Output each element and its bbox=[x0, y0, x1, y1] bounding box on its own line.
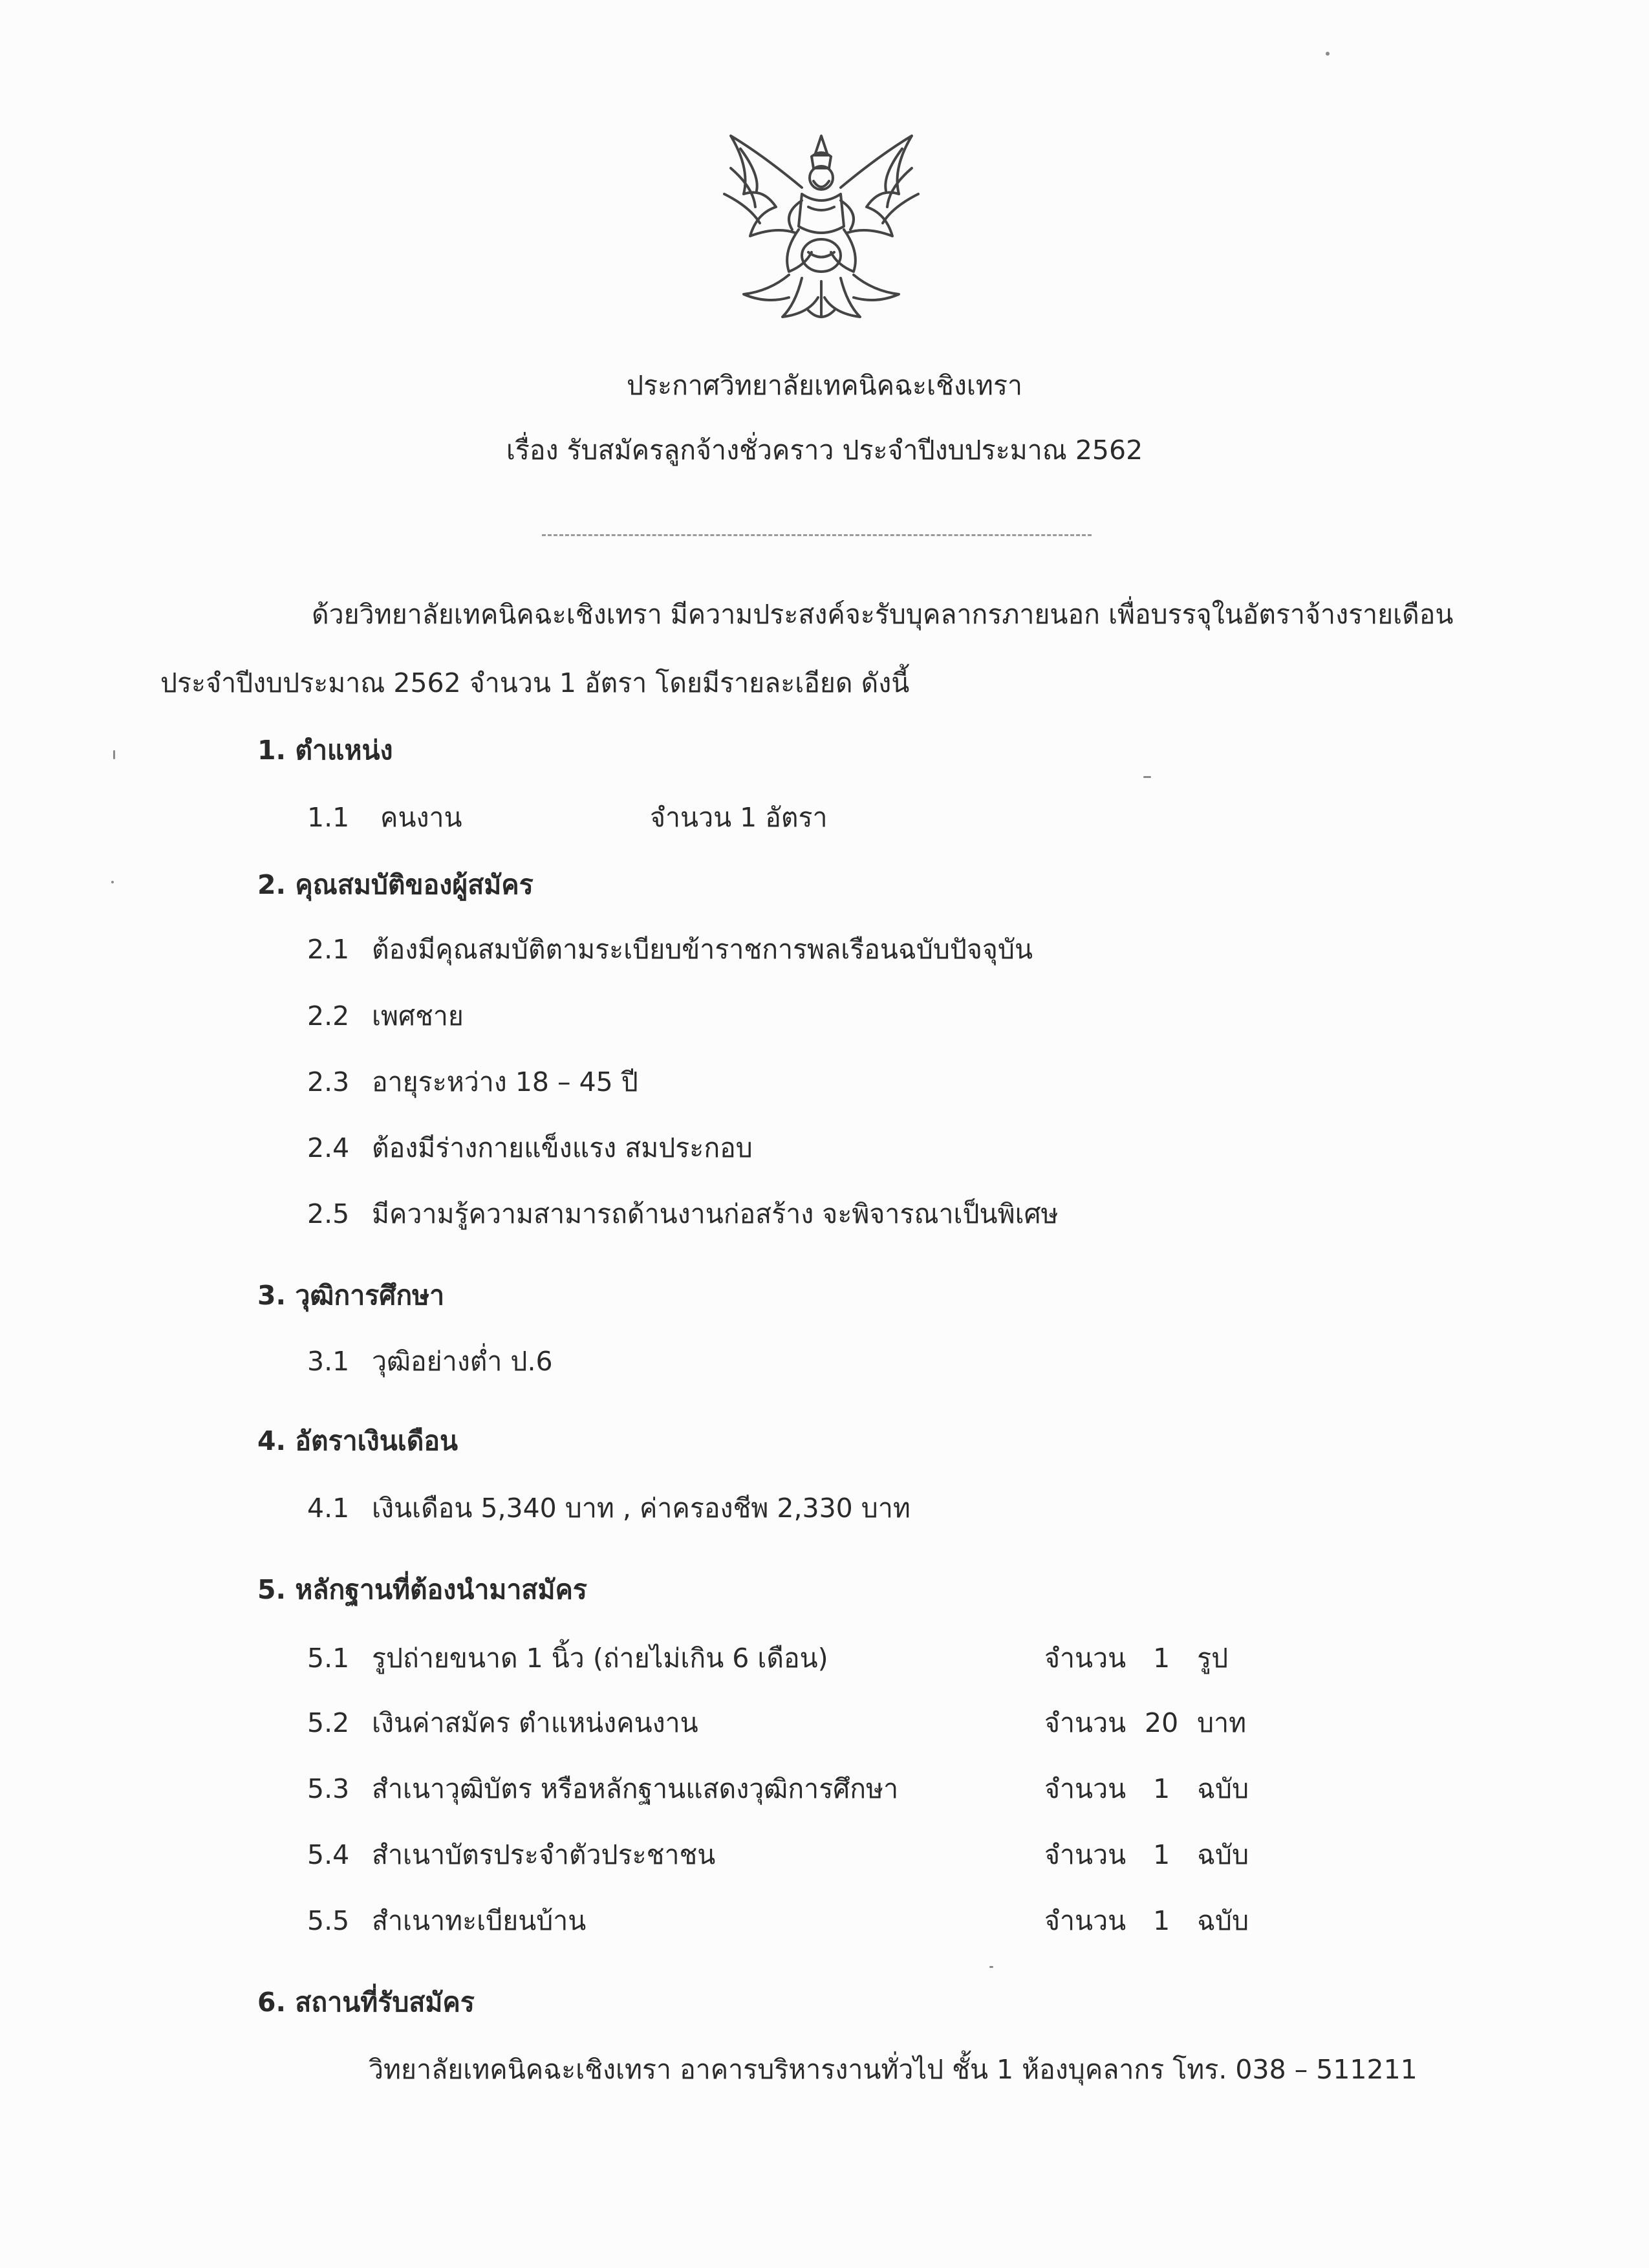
header-divider bbox=[542, 534, 1092, 536]
table-row bbox=[307, 1705, 1247, 1741]
announcement-title: ประกาศวิทยาลัยเทคนิคฉะเชิงเทรา bbox=[627, 370, 1022, 401]
quantity-value: 1 bbox=[1153, 1905, 1170, 1936]
list-item bbox=[307, 931, 1033, 967]
quantity-value: 20 bbox=[1145, 1707, 1179, 1738]
item-text: อายุระหว่าง 18 – 45 ปี bbox=[372, 1066, 638, 1097]
item-number: 5.5 bbox=[307, 1905, 350, 1936]
list-item bbox=[307, 1130, 753, 1166]
quantity-unit: บาท bbox=[1197, 1707, 1247, 1738]
item-text: มีความรู้ความสามารถด้านงานก่อสร้าง จะพิจารณาเป็นพิเศษ bbox=[372, 1198, 1059, 1229]
item-text: สำเนาบัตรประจำตัวประชาชน bbox=[372, 1839, 716, 1870]
quantity-label: จำนวน bbox=[1044, 1773, 1126, 1804]
item-number: 4.1 bbox=[307, 1493, 350, 1524]
item-text: ต้องมีร่างกายแข็งแรง สมประกอบ bbox=[372, 1132, 753, 1163]
item-number: 2.4 bbox=[307, 1132, 350, 1163]
item-number: 3.1 bbox=[307, 1346, 350, 1377]
section-1-heading: 1. ตำแหน่ง bbox=[257, 735, 393, 766]
scan-speck bbox=[1143, 776, 1151, 778]
list-item bbox=[307, 1490, 911, 1526]
garuda-emblem-icon bbox=[705, 116, 938, 336]
quantity-unit: รูป bbox=[1197, 1643, 1229, 1674]
section-3-heading: 3. วุฒิการศึกษา bbox=[257, 1280, 445, 1311]
item-number: 2.1 bbox=[307, 934, 350, 965]
item-text: เงินเดือน 5,340 บาท , ค่าครองชีพ 2,330 บาท bbox=[372, 1493, 911, 1524]
item-number: 5.3 bbox=[307, 1773, 350, 1804]
item-number: 1.1 bbox=[307, 802, 350, 833]
intro-line-1: ด้วยวิทยาลัยเทคนิคฉะเชิงเทรา มีความประสงค์จะรับบุคลากรภายนอก เพื่อบรรจุในอัตราจ้างรายเดือน bbox=[312, 599, 1454, 630]
intro-line-2: ประจำปีงบประมาณ 2562 จำนวน 1 อัตรา โดยมีรายละเอียด ดังนี้ bbox=[160, 667, 910, 698]
application-location: วิทยาลัยเทคนิคฉะเชิงเทรา อาคารบริหารงานทั่วไป ชั้น 1 ห้องบุคลากร โทร. 038 – 511211 bbox=[369, 2054, 1417, 2085]
list-item bbox=[307, 1064, 638, 1100]
quantity-label: จำนวน bbox=[1044, 1707, 1126, 1738]
item-text: วุฒิอย่างต่ำ ป.6 bbox=[372, 1346, 553, 1377]
table-row bbox=[307, 1837, 1249, 1873]
scan-speck bbox=[111, 881, 114, 883]
item-text: สำเนาวุฒิบัตร หรือหลักฐานแสดงวุฒิการศึกษา bbox=[372, 1773, 899, 1804]
table-row bbox=[307, 1640, 1229, 1676]
item-number: 5.1 bbox=[307, 1643, 350, 1674]
quantity-label: จำนวน bbox=[1044, 1905, 1126, 1936]
table-row bbox=[307, 1903, 1249, 1939]
section-1-item bbox=[307, 799, 828, 836]
scan-speck bbox=[113, 750, 115, 759]
scan-speck bbox=[1326, 52, 1330, 56]
section-5-heading: 5. หลักฐานที่ต้องนำมาสมัคร bbox=[257, 1574, 587, 1605]
list-item bbox=[307, 998, 464, 1034]
item-text: ต้องมีคุณสมบัติตามระเบียบข้าราชการพลเรือนฉบับปัจจุบัน bbox=[372, 934, 1033, 965]
quantity-unit: ฉบับ bbox=[1197, 1839, 1249, 1870]
list-item bbox=[307, 1343, 553, 1379]
item-text: เพศชาย bbox=[372, 1000, 464, 1031]
quantity-unit: ฉบับ bbox=[1197, 1773, 1249, 1804]
table-row bbox=[307, 1771, 1249, 1807]
item-text: สำเนาทะเบียนบ้าน bbox=[372, 1905, 587, 1936]
quantity-label: จำนวน bbox=[1044, 1839, 1126, 1870]
item-number: 5.2 bbox=[307, 1707, 350, 1738]
item-text: เงินค่าสมัคร ตำแหน่งคนงาน bbox=[372, 1707, 698, 1738]
item-number: 2.3 bbox=[307, 1066, 350, 1097]
quantity-value: 1 bbox=[1153, 1773, 1170, 1804]
quantity-value: 1 bbox=[1153, 1643, 1170, 1674]
item-text: คนงาน bbox=[380, 802, 462, 833]
section-2-heading: 2. คุณสมบัติของผู้สมัคร bbox=[257, 869, 534, 900]
item-number: 5.4 bbox=[307, 1839, 350, 1870]
item-number: 2.2 bbox=[307, 1000, 350, 1031]
quantity-value: 1 bbox=[1153, 1839, 1170, 1870]
quantity-label: จำนวน bbox=[1044, 1643, 1126, 1674]
quantity-unit: ฉบับ bbox=[1197, 1905, 1249, 1936]
item-text: รูปถ่ายขนาด 1 นิ้ว (ถ่ายไม่เกิน 6 เดือน) bbox=[372, 1643, 828, 1674]
item-quantity: จำนวน 1 อัตรา bbox=[650, 802, 828, 833]
item-number: 2.5 bbox=[307, 1198, 350, 1229]
scan-speck bbox=[989, 1966, 993, 1968]
announcement-subject: เรื่อง รับสมัครลูกจ้างชั่วคราว ประจำปีงบประมาณ 2562 bbox=[506, 435, 1143, 466]
section-6-heading: 6. สถานที่รับสมัคร bbox=[257, 1987, 475, 2018]
section-4-heading: 4. อัตราเงินเดือน bbox=[257, 1425, 458, 1456]
list-item bbox=[307, 1196, 1059, 1232]
